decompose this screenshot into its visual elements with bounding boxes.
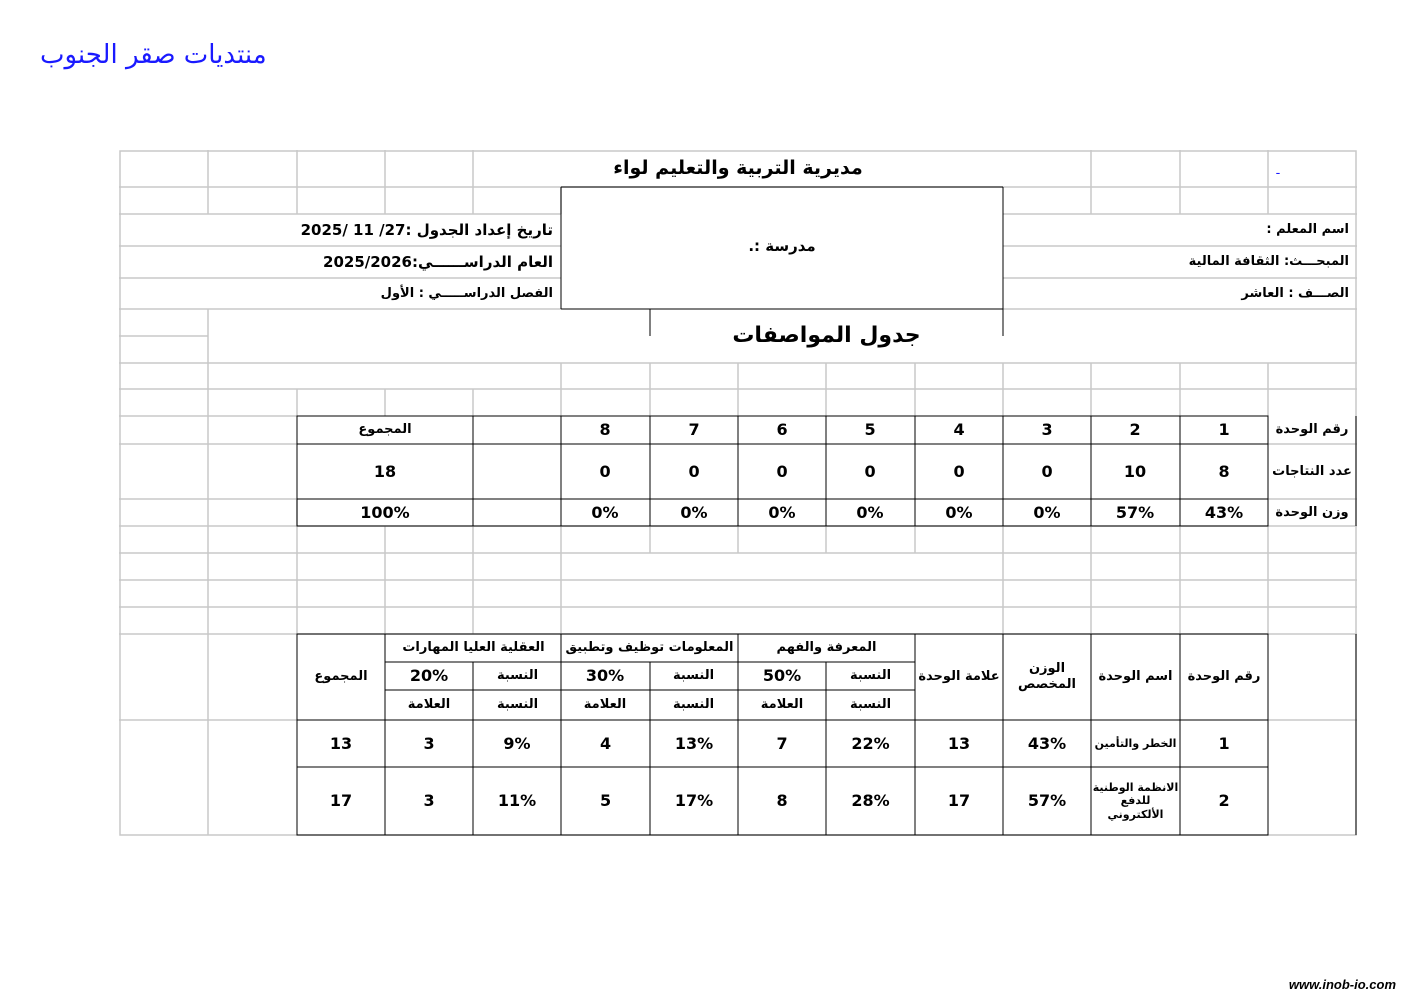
unit-number-cell: 1 — [1218, 420, 1230, 440]
outcomes-count-cell: 8 — [1218, 461, 1230, 481]
forum-brand: منتديات صقر الجنوب — [40, 40, 267, 70]
spreadsheet — [119, 150, 1357, 836]
row-application-mark: 5 — [599, 791, 612, 811]
row-knowledge-ratio: 22% — [851, 733, 890, 753]
row-unit-no: 1 — [1218, 733, 1230, 753]
directorate-title: مديرية التربية والتعليم لواء — [613, 157, 863, 180]
row-label-outcomes: عدد النتاجات — [1272, 463, 1352, 479]
total-header: المجموع — [358, 422, 412, 438]
col-unit-name: اسم الوحدة — [1098, 669, 1173, 685]
group-header: المعلومات توظيف وتطبيق — [565, 640, 734, 656]
semester: الفصل الدراســـــي : الأول — [380, 285, 553, 301]
outcomes-count-cell: 0 — [1041, 461, 1053, 481]
outcomes-total: 18 — [373, 461, 397, 481]
row-weight: 57% — [1027, 791, 1067, 811]
unit-weight-cell: 0% — [945, 502, 973, 522]
ratio-subheader: النسبة — [672, 697, 715, 713]
outcomes-count-cell: 0 — [688, 461, 700, 481]
row-knowledge-ratio: 28% — [851, 791, 890, 811]
unit-weight-cell: 0% — [768, 502, 796, 522]
unit-number-cell: 2 — [1129, 420, 1141, 440]
row-higher-mark: 3 — [423, 733, 435, 753]
unit-weight-cell: 0% — [591, 502, 619, 522]
row-weight: 43% — [1027, 733, 1067, 753]
row-higher-ratio: 9% — [503, 733, 531, 753]
dash-mark: - — [1275, 165, 1281, 181]
unit-weight-cell: 0% — [856, 502, 884, 522]
outcomes-count-cell: 0 — [864, 461, 876, 481]
mark-subheader: العلامة — [407, 697, 451, 713]
table-title: جدول المواصفات — [732, 322, 921, 348]
outcomes-count-cell: 0 — [953, 461, 965, 481]
ratio-label: النسبة — [496, 668, 539, 684]
row-total: 17 — [329, 791, 353, 811]
teacher-name-label: اسم المعلم : — [1266, 222, 1349, 238]
mark-subheader: العلامة — [583, 697, 627, 713]
row-knowledge-mark: 8 — [776, 791, 788, 811]
unit-number-cell: 7 — [688, 420, 700, 440]
row-unit-no: 2 — [1218, 791, 1230, 811]
unit-number-cell: 4 — [953, 420, 965, 440]
group-percentage: 50% — [762, 666, 802, 686]
ratio-label: النسبة — [849, 668, 892, 684]
row-unit-name: الانظمة الوطنية للدفع الألكتروني — [1092, 781, 1179, 821]
row-unit-mark: 17 — [947, 791, 971, 811]
col-weight: الوزن المخصص — [1018, 661, 1076, 692]
row-application-mark: 4 — [599, 733, 612, 753]
col-total: المجموع — [314, 669, 368, 685]
ratio-subheader: النسبة — [849, 697, 892, 713]
unit-number-cell: 3 — [1041, 420, 1053, 440]
row-total: 13 — [329, 733, 353, 753]
unit-number-cell: 5 — [864, 420, 876, 440]
outcomes-count-cell: 10 — [1123, 461, 1147, 481]
group-header: العقلية العليا المهارات — [402, 640, 545, 656]
row-application-ratio: 17% — [674, 791, 714, 811]
unit-number-cell: 8 — [599, 420, 611, 440]
row-knowledge-mark: 7 — [776, 733, 788, 753]
col-unit-mark: علامة الوحدة — [918, 669, 1000, 685]
school-label: مدرسة :. — [748, 237, 816, 255]
row-label-weight: وزن الوحدة — [1275, 504, 1349, 520]
outcomes-count-cell: 0 — [776, 461, 788, 481]
ratio-subheader: النسبة — [496, 697, 539, 713]
group-percentage: 20% — [409, 666, 449, 686]
row-label-unit-no: رقم الوحدة — [1275, 422, 1349, 438]
subject-label: المبحـــث: الثقافة المالية — [1188, 254, 1349, 270]
footer-url: www.inob-io.com — [1288, 977, 1396, 992]
row-unit-name: الخطر والتأمين — [1094, 736, 1177, 750]
row-higher-mark: 3 — [423, 791, 435, 811]
unit-number-cell: 6 — [776, 420, 788, 440]
outcomes-count-cell: 0 — [599, 461, 611, 481]
academic-year: العام الدراســــــي:2025/2026 — [323, 253, 553, 271]
unit-weight-cell: 0% — [680, 502, 708, 522]
weights-total: 100% — [360, 502, 410, 522]
col-unit-no: رقم الوحدة — [1187, 669, 1261, 685]
prep-date: تاريخ إعداد الجدول :27/ 11 /2025 — [300, 221, 553, 239]
row-application-ratio: 13% — [674, 733, 714, 753]
row-higher-ratio: 11% — [497, 791, 537, 811]
unit-weight-cell: 0% — [1033, 502, 1061, 522]
row-unit-mark: 13 — [947, 733, 971, 753]
grade-label: الصـــف : العاشر — [1241, 285, 1349, 301]
group-percentage: 30% — [585, 666, 625, 686]
unit-weight-cell: 43% — [1204, 502, 1244, 522]
mark-subheader: العلامة — [760, 697, 804, 713]
group-header: المعرفة والفهم — [776, 640, 877, 656]
ratio-label: النسبة — [672, 668, 715, 684]
unit-weight-cell: 57% — [1115, 502, 1155, 522]
